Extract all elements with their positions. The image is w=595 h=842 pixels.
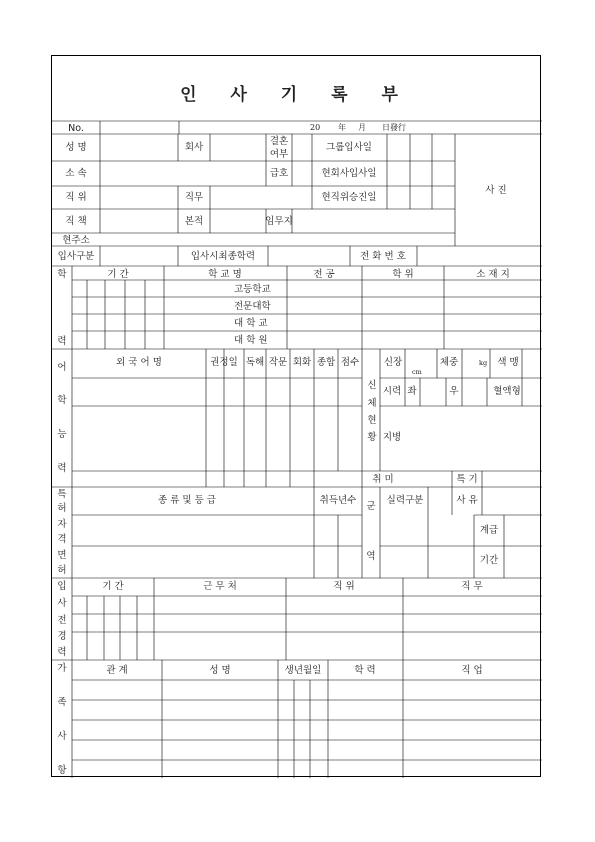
license-header-years: 취득년수 [319, 495, 357, 506]
date-year: 年 [338, 123, 346, 132]
vision-left-label: 좌 [407, 386, 417, 397]
education-side-1: 학 [57, 269, 67, 280]
blood-type-label: 혈액형 [493, 386, 521, 397]
license-side-4: 격 [57, 534, 67, 545]
career-header-duty: 직 무 [461, 581, 483, 592]
career-side-3: 전 [57, 615, 67, 626]
edu-header-location: 소 재 지 [476, 269, 510, 280]
hobby-label: 취 미 [372, 474, 394, 485]
edu-row-university: 대 학 교 [234, 318, 268, 329]
military-reason-label: 사 유 [456, 495, 478, 506]
career-header-workplace: 근 무 처 [203, 581, 237, 592]
body-side-2: 체 [367, 398, 377, 409]
career-side-1: 입 [57, 581, 67, 592]
license-side-5: 면 [57, 550, 67, 561]
height-label: 신장 [383, 357, 403, 368]
dept-label: 소 속 [65, 168, 87, 179]
married-label-2: 여부 [269, 149, 289, 160]
lang-side-1: 어 [57, 362, 67, 373]
edu-row-graduate: 대 학 원 [234, 335, 268, 346]
family-header-birth: 생년월일 [284, 665, 322, 676]
license-side-2: 허 [57, 503, 67, 514]
career-header-period: 기 간 [102, 581, 124, 592]
photo-label: 사 진 [485, 185, 507, 196]
page-title: 인 사 기 록 부 [180, 85, 412, 105]
promotion-label: 현직위승진일 [321, 192, 377, 203]
address-label: 현주소 [62, 235, 90, 246]
family-side-3: 사 [57, 731, 67, 742]
career-header-position: 직 위 [333, 581, 355, 592]
career-side-5: 력 [57, 647, 67, 658]
height-unit: cm [412, 368, 422, 376]
edu-header-degree: 학 위 [392, 269, 414, 280]
military-side-1: 군 [366, 501, 376, 512]
lang-header-name: 외 국 어 명 [116, 357, 162, 368]
lang-header-writing: 작문 [268, 357, 288, 368]
duty-label: 직 책 [65, 216, 87, 227]
edu-header-school: 학 교 명 [208, 269, 242, 280]
date-prefix: 20 [310, 123, 321, 132]
body-side-3: 현 [367, 415, 377, 426]
family-side-4: 항 [57, 765, 67, 776]
family-side-1: 가 [57, 663, 67, 674]
personnel-record-form [51, 55, 541, 777]
body-side-1: 신 [367, 380, 377, 391]
education-side-2: 력 [57, 336, 67, 347]
vision-label: 시력 [382, 386, 402, 397]
family-header-relation: 관 계 [106, 665, 128, 676]
military-rank-label: 계급 [479, 525, 499, 536]
grade-label: 급호 [269, 168, 289, 179]
license-header-type: 종 류 및 등 급 [158, 495, 216, 506]
group-join-label: 그룹입사일 [326, 142, 372, 153]
military-side-2: 역 [366, 551, 376, 562]
company-label: 회사 [184, 142, 204, 153]
lang-header-reading: 독해 [245, 357, 265, 368]
license-side-3: 자 [57, 519, 67, 530]
lang-header-score: 점수 [340, 357, 360, 368]
edu-row-college: 전문대학 [234, 301, 271, 312]
name-label: 성 명 [65, 142, 87, 153]
body-side-4: 황 [367, 432, 377, 443]
color-blind-label: 색 맹 [497, 357, 519, 368]
family-header-job: 직 업 [461, 665, 483, 676]
hometown-label: 본적 [184, 216, 204, 227]
job-label: 직무 [184, 192, 204, 203]
married-label: 결혼 [269, 136, 289, 147]
military-service-label: 실력구분 [386, 495, 424, 506]
career-side-2: 사 [57, 598, 67, 609]
family-side-2: 족 [57, 697, 67, 708]
edu-row-high: 고등학교 [234, 284, 271, 295]
family-header-name: 성 명 [209, 665, 231, 676]
disease-label: 지병 [382, 432, 402, 443]
lang-header-total: 종합 [316, 357, 336, 368]
vision-right-label: 우 [449, 386, 459, 397]
specialty-label: 특 기 [456, 474, 478, 485]
date-month: 月 [358, 123, 366, 132]
phone-label: 전 화 번 호 [360, 251, 406, 262]
lang-side-4: 력 [57, 463, 67, 474]
hire-education-label: 입사시최종학력 [190, 251, 256, 262]
lang-side-3: 능 [57, 429, 67, 440]
lang-header-date: 권정일 [210, 357, 238, 368]
family-header-education: 학 력 [354, 665, 376, 676]
weight-label: 체중 [439, 357, 459, 368]
lang-header-speaking: 회화 [292, 357, 312, 368]
edu-header-major: 전 공 [313, 269, 335, 280]
license-side-1: 특 [57, 489, 67, 500]
current-join-label: 현회사입사일 [321, 168, 377, 179]
weight-unit: kg [479, 359, 488, 367]
no-label: No. [68, 123, 84, 134]
duty-area-label: 임무지 [265, 216, 293, 227]
date-issued: 日發行 [382, 123, 406, 132]
license-side-6: 허 [57, 565, 67, 576]
position-label: 직 위 [65, 192, 87, 203]
hire-type-label: 입사구분 [57, 251, 95, 262]
military-period-label: 기간 [479, 555, 499, 566]
career-side-4: 경 [57, 631, 67, 642]
edu-header-period: 기 간 [107, 269, 129, 280]
lang-side-2: 학 [57, 395, 67, 406]
